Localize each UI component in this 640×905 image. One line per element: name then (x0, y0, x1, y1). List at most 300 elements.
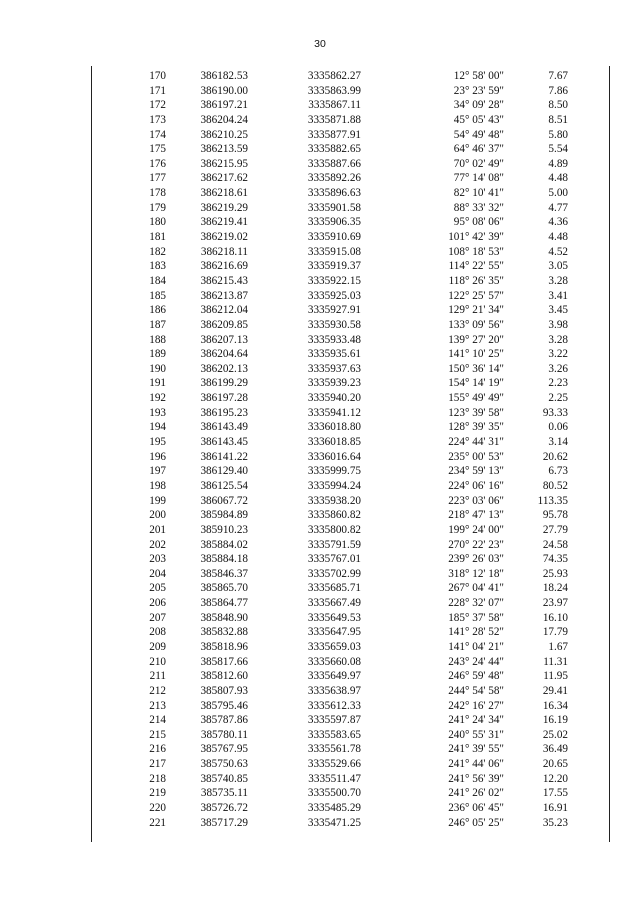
distance-cell: 17.79 (542, 626, 568, 639)
table-row (92, 245, 608, 260)
y-coordinate-cell: 3335767.01 (307, 553, 361, 566)
distance-cell: 7.86 (548, 84, 568, 97)
y-coordinate-cell: 3335915.08 (307, 245, 361, 258)
point-number-cell: 215 (149, 728, 166, 741)
distance-cell: 3.05 (548, 260, 568, 273)
bearing-cell: 64° 46' 37" (453, 143, 504, 156)
y-coordinate-cell: 3335896.63 (307, 187, 361, 200)
distance-cell: 4.48 (548, 172, 568, 185)
distance-cell: 3.45 (548, 304, 568, 317)
bearing-cell: 234° 59' 13" (448, 465, 504, 478)
y-coordinate-cell: 3335597.87 (307, 714, 361, 727)
distance-cell: 3.41 (548, 289, 568, 302)
distance-cell: 4.48 (548, 231, 568, 244)
table-row (92, 552, 608, 567)
bearing-cell: 223° 03' 06" (448, 494, 504, 507)
y-coordinate-cell: 3335863.99 (307, 84, 361, 97)
point-number-cell: 200 (149, 509, 166, 522)
point-number-cell: 175 (149, 143, 166, 156)
x-coordinate-cell: 385848.90 (200, 611, 248, 624)
table-row (92, 757, 608, 772)
bearing-cell: 141° 04' 21" (448, 640, 504, 653)
point-number-cell: 214 (149, 714, 166, 727)
x-coordinate-cell: 386219.41 (200, 216, 248, 229)
x-coordinate-cell: 385735.11 (200, 787, 248, 800)
point-number-cell: 196 (149, 450, 166, 463)
point-number-cell: 191 (149, 377, 166, 390)
distance-cell: 20.65 (542, 758, 568, 771)
point-number-cell: 171 (149, 84, 166, 97)
point-number-cell: 205 (149, 582, 166, 595)
x-coordinate-cell: 386212.04 (200, 304, 248, 317)
x-coordinate-cell: 386215.43 (200, 274, 248, 287)
table-row (92, 171, 608, 186)
x-coordinate-cell: 385818.96 (200, 640, 248, 653)
x-coordinate-cell: 385795.46 (200, 699, 248, 712)
bearing-cell: 241° 56' 39" (448, 772, 504, 785)
bearing-cell: 12° 58' 00" (453, 70, 504, 82)
point-number-cell: 212 (149, 684, 166, 697)
x-coordinate-cell: 386219.02 (200, 231, 248, 244)
y-coordinate-cell: 3335685.71 (307, 582, 361, 595)
distance-cell: 8.51 (548, 113, 568, 126)
point-number-cell: 180 (149, 216, 166, 229)
y-coordinate-cell: 3335667.49 (307, 597, 361, 610)
point-number-cell: 217 (149, 758, 166, 771)
x-coordinate-cell: 385817.66 (200, 655, 248, 668)
distance-cell: 3.98 (548, 318, 568, 331)
x-coordinate-cell: 386218.11 (200, 245, 248, 258)
distance-cell: 5.00 (548, 187, 568, 200)
point-number-cell: 204 (149, 567, 166, 580)
x-coordinate-cell: 385780.11 (200, 728, 248, 741)
x-coordinate-cell: 386143.49 (200, 421, 248, 434)
x-coordinate-cell: 385864.77 (200, 597, 248, 610)
distance-cell: 3.14 (548, 436, 568, 449)
x-coordinate-cell: 386067.72 (200, 494, 248, 507)
table-row (92, 318, 608, 333)
distance-cell: 27.79 (542, 523, 568, 536)
table-row (92, 406, 608, 421)
x-coordinate-cell: 386182.53 (200, 70, 248, 82)
bearing-cell: 236° 06' 45" (448, 802, 504, 815)
point-number-cell: 190 (149, 362, 166, 375)
y-coordinate-cell: 3335647.95 (307, 626, 361, 639)
table-row (92, 728, 608, 743)
x-coordinate-cell: 386217.62 (200, 172, 248, 185)
distance-cell: 8.50 (548, 99, 568, 112)
y-coordinate-cell: 3335612.33 (307, 699, 361, 712)
distance-cell: 3.28 (548, 274, 568, 287)
y-coordinate-cell: 3335939.23 (307, 377, 361, 390)
y-coordinate-cell: 3335887.66 (307, 157, 361, 170)
bearing-cell: 95° 08' 06" (453, 216, 504, 229)
point-number-cell: 218 (149, 772, 166, 785)
bearing-cell: 239° 26' 03" (448, 553, 504, 566)
bearing-cell: 108° 18' 53" (448, 245, 504, 258)
point-number-cell: 193 (149, 406, 166, 419)
table-row (92, 508, 608, 523)
point-number-cell: 213 (149, 699, 166, 712)
table-row (92, 611, 608, 626)
x-coordinate-cell: 386204.64 (200, 348, 248, 361)
table-row (92, 84, 608, 99)
y-coordinate-cell: 3335892.26 (307, 172, 361, 185)
point-number-cell: 221 (149, 816, 166, 829)
table-row (92, 523, 608, 538)
x-coordinate-cell: 386197.21 (200, 99, 248, 112)
y-coordinate-cell: 3335922.15 (307, 274, 361, 287)
table-row (92, 801, 608, 816)
bearing-cell: 235° 00' 53" (448, 450, 504, 463)
x-coordinate-cell: 385726.72 (200, 802, 248, 815)
y-coordinate-cell: 3335659.03 (307, 640, 361, 653)
x-coordinate-cell: 386197.28 (200, 392, 248, 405)
table-row (92, 713, 608, 728)
y-coordinate-cell: 3335471.25 (307, 816, 361, 829)
y-coordinate-cell: 3335937.63 (307, 362, 361, 375)
point-number-cell: 209 (149, 640, 166, 653)
distance-cell: 4.89 (548, 157, 568, 170)
y-coordinate-cell: 3335910.69 (307, 231, 361, 244)
distance-cell: 11.95 (543, 670, 568, 683)
distance-cell: 23.97 (542, 597, 568, 610)
distance-cell: 35.23 (542, 816, 568, 829)
y-coordinate-cell: 3336018.85 (307, 436, 361, 449)
table-row (92, 391, 608, 406)
x-coordinate-cell: 386195.23 (200, 406, 248, 419)
point-number-cell: 186 (149, 304, 166, 317)
distance-cell: 11.31 (543, 655, 568, 668)
y-coordinate-cell: 3335933.48 (307, 333, 361, 346)
y-coordinate-cell: 3335649.97 (307, 670, 361, 683)
bearing-cell: 34° 09' 28" (453, 99, 504, 112)
y-coordinate-cell: 3335941.12 (307, 406, 361, 419)
point-number-cell: 194 (149, 421, 166, 434)
bearing-cell: 88° 33' 32" (453, 201, 504, 214)
table-row (92, 772, 608, 787)
bearing-cell: 155° 49' 49" (448, 392, 504, 405)
y-coordinate-cell: 3335638.97 (307, 684, 361, 697)
table-row (92, 347, 608, 362)
x-coordinate-cell: 385910.23 (200, 523, 248, 536)
bearing-cell: 122° 25' 57" (448, 289, 504, 302)
table-row (92, 376, 608, 391)
point-number-cell: 197 (149, 465, 166, 478)
table-row (92, 113, 608, 128)
table-row (92, 450, 608, 465)
y-coordinate-cell: 3335791.59 (307, 538, 361, 551)
table-row (92, 742, 608, 757)
y-coordinate-cell: 3336016.64 (307, 450, 361, 463)
table-row (92, 464, 608, 479)
bearing-cell: 199° 24' 00" (448, 523, 504, 536)
x-coordinate-cell: 386210.25 (200, 128, 248, 141)
bearing-cell: 185° 37' 58" (448, 611, 504, 624)
page-number: 30 (314, 38, 326, 50)
x-coordinate-cell: 386190.00 (200, 84, 248, 97)
bearing-cell: 139° 27' 20" (448, 333, 504, 346)
bearing-cell: 241° 24' 34" (448, 714, 504, 727)
x-coordinate-cell: 385740.85 (200, 772, 248, 785)
point-number-cell: 173 (149, 113, 166, 126)
point-number-cell: 203 (149, 553, 166, 566)
distance-cell: 113.35 (537, 494, 568, 507)
point-number-cell: 185 (149, 289, 166, 302)
y-coordinate-cell: 3335919.37 (307, 260, 361, 273)
bearing-cell: 241° 39' 55" (448, 743, 504, 756)
distance-cell: 18.24 (542, 582, 568, 595)
bearing-cell: 101° 42' 39" (448, 231, 504, 244)
bearing-cell: 141° 10' 25" (448, 348, 504, 361)
bearing-cell: 141° 28' 52" (448, 626, 504, 639)
point-number-cell: 184 (149, 274, 166, 287)
table-row (92, 684, 608, 699)
table-row (92, 215, 608, 230)
distance-cell: 16.19 (542, 714, 568, 727)
x-coordinate-cell: 386199.29 (200, 377, 248, 390)
table-row (92, 625, 608, 640)
x-coordinate-cell: 386204.24 (200, 113, 248, 126)
y-coordinate-cell: 3335877.91 (307, 128, 361, 141)
table-row (92, 186, 608, 201)
point-number-cell: 210 (149, 655, 166, 668)
bearing-cell: 128° 39' 35" (448, 421, 504, 434)
point-number-cell: 192 (149, 392, 166, 405)
x-coordinate-cell: 385717.29 (200, 816, 248, 829)
bearing-cell: 77° 14' 08" (453, 172, 504, 185)
point-number-cell: 187 (149, 318, 166, 331)
x-coordinate-cell: 386141.22 (200, 450, 248, 463)
y-coordinate-cell: 3335938.20 (307, 494, 361, 507)
x-coordinate-cell: 385884.18 (200, 553, 248, 566)
point-number-cell: 195 (149, 436, 166, 449)
bearing-cell: 318° 12' 18" (448, 567, 504, 580)
distance-cell: 3.26 (548, 362, 568, 375)
x-coordinate-cell: 386213.59 (200, 143, 248, 156)
distance-cell: 95.78 (542, 509, 568, 522)
distance-cell: 24.58 (542, 538, 568, 551)
y-coordinate-cell: 3335511.47 (308, 772, 361, 785)
bearing-cell: 246° 59' 48" (448, 670, 504, 683)
distance-cell: 80.52 (542, 479, 568, 492)
bearing-cell: 45° 05' 43" (453, 113, 504, 126)
x-coordinate-cell: 386143.45 (200, 436, 248, 449)
y-coordinate-cell: 3335930.58 (307, 318, 361, 331)
bearing-cell: 246° 05' 25" (448, 816, 504, 829)
table-row (92, 567, 608, 582)
y-coordinate-cell: 3335906.35 (307, 216, 361, 229)
y-coordinate-cell: 3335485.29 (307, 802, 361, 815)
bearing-cell: 270° 22' 23" (448, 538, 504, 551)
table-row (92, 538, 608, 553)
distance-cell: 25.93 (542, 567, 568, 580)
distance-cell: 74.35 (542, 553, 568, 566)
distance-cell: 3.22 (548, 348, 568, 361)
point-number-cell: 182 (149, 245, 166, 258)
table-row (92, 699, 608, 714)
bearing-cell: 154° 14' 19" (448, 377, 504, 390)
bearing-cell: 129° 21' 34" (448, 304, 504, 317)
y-coordinate-cell: 3335800.82 (307, 523, 361, 536)
bearing-cell: 243° 24' 44" (448, 655, 504, 668)
bearing-cell: 267° 04' 41" (448, 582, 504, 595)
bearing-cell: 240° 55' 31" (448, 728, 504, 741)
y-coordinate-cell: 3335561.78 (307, 743, 361, 756)
point-number-cell: 199 (149, 494, 166, 507)
table-row (92, 201, 608, 216)
bearing-cell: 218° 47' 13" (448, 509, 504, 522)
bearing-cell: 228° 32' 07" (448, 597, 504, 610)
x-coordinate-cell: 386209.85 (200, 318, 248, 331)
point-number-cell: 207 (149, 611, 166, 624)
point-number-cell: 183 (149, 260, 166, 273)
table-row (92, 230, 608, 245)
distance-cell: 16.10 (542, 611, 568, 624)
table-row (92, 581, 608, 596)
table-row (92, 98, 608, 113)
y-coordinate-cell: 3335649.53 (307, 611, 361, 624)
distance-cell: 5.54 (548, 143, 568, 156)
point-number-cell: 219 (149, 787, 166, 800)
table-row (92, 420, 608, 435)
distance-cell: 1.67 (548, 640, 568, 653)
distance-cell: 16.91 (542, 802, 568, 815)
y-coordinate-cell: 3335901.58 (307, 201, 361, 214)
bearing-cell: 224° 44' 31" (448, 436, 504, 449)
distance-cell: 2.25 (548, 392, 568, 405)
y-coordinate-cell: 3335660.08 (307, 655, 361, 668)
distance-cell: 16.34 (542, 699, 568, 712)
y-coordinate-cell: 3335862.27 (307, 70, 361, 82)
y-coordinate-cell: 3335935.61 (307, 348, 361, 361)
point-number-cell: 174 (149, 128, 166, 141)
y-coordinate-cell: 3335994.24 (307, 479, 361, 492)
distance-cell: 3.28 (548, 333, 568, 346)
point-number-cell: 198 (149, 479, 166, 492)
table-row (92, 786, 608, 801)
distance-cell: 17.55 (542, 787, 568, 800)
x-coordinate-cell: 385984.89 (200, 509, 248, 522)
point-number-cell: 172 (149, 99, 166, 112)
table-row (92, 596, 608, 611)
x-coordinate-cell: 386129.40 (200, 465, 248, 478)
coordinate-table (92, 69, 608, 830)
bearing-cell: 23° 23' 59" (453, 84, 504, 97)
distance-cell: 93.33 (542, 406, 568, 419)
table-row (92, 259, 608, 274)
y-coordinate-cell: 3335500.70 (307, 787, 361, 800)
x-coordinate-cell: 385865.70 (200, 582, 248, 595)
y-coordinate-cell: 3335867.11 (308, 99, 361, 112)
bearing-cell: 241° 26' 02" (448, 787, 504, 800)
point-number-cell: 189 (149, 348, 166, 361)
y-coordinate-cell: 3335940.20 (307, 392, 361, 405)
bearing-cell: 70° 02' 49" (453, 157, 504, 170)
x-coordinate-cell: 386207.13 (200, 333, 248, 346)
point-number-cell: 170 (149, 70, 166, 82)
distance-cell: 7.67 (548, 70, 568, 82)
x-coordinate-cell: 385807.93 (200, 684, 248, 697)
table-row (92, 362, 608, 377)
y-coordinate-cell: 3335925.03 (307, 289, 361, 302)
table-row (92, 289, 608, 304)
point-number-cell: 178 (149, 187, 166, 200)
bearing-cell: 114° 22' 55" (448, 260, 504, 273)
point-number-cell: 188 (149, 333, 166, 346)
x-coordinate-cell: 385787.86 (200, 714, 248, 727)
point-number-cell: 176 (149, 157, 166, 170)
x-coordinate-cell: 385750.63 (200, 758, 248, 771)
point-number-cell: 220 (149, 802, 166, 815)
distance-cell: 4.52 (548, 245, 568, 258)
bearing-cell: 242° 16' 27" (448, 699, 504, 712)
table-row (92, 816, 608, 831)
table-row (92, 669, 608, 684)
x-coordinate-cell: 386125.54 (200, 479, 248, 492)
table-row (92, 333, 608, 348)
point-number-cell: 216 (149, 743, 166, 756)
point-number-cell: 179 (149, 201, 166, 214)
y-coordinate-cell: 3335871.88 (307, 113, 361, 126)
distance-cell: 5.80 (548, 128, 568, 141)
table-row (92, 128, 608, 143)
y-coordinate-cell: 3335529.66 (307, 758, 361, 771)
x-coordinate-cell: 385767.95 (200, 743, 248, 756)
table-row (92, 479, 608, 494)
point-number-cell: 206 (149, 597, 166, 610)
distance-cell: 6.73 (548, 465, 568, 478)
table-row (92, 142, 608, 157)
distance-cell: 4.36 (548, 216, 568, 229)
point-number-cell: 208 (149, 626, 166, 639)
x-coordinate-cell: 386216.69 (200, 260, 248, 273)
point-number-cell: 181 (149, 231, 166, 244)
x-coordinate-cell: 386215.95 (200, 157, 248, 170)
x-coordinate-cell: 385812.60 (200, 670, 248, 683)
x-coordinate-cell: 385846.37 (200, 567, 248, 580)
bearing-cell: 82° 10' 41" (453, 187, 504, 200)
point-number-cell: 202 (149, 538, 166, 551)
bearing-cell: 241° 44' 06" (448, 758, 504, 771)
x-coordinate-cell: 385884.02 (200, 538, 248, 551)
distance-cell: 29.41 (542, 684, 568, 697)
y-coordinate-cell: 3336018.80 (307, 421, 361, 434)
y-coordinate-cell: 3335702.99 (307, 567, 361, 580)
table-row (92, 303, 608, 318)
x-coordinate-cell: 386213.87 (200, 289, 248, 302)
bearing-cell: 118° 26' 35" (448, 274, 504, 287)
x-coordinate-cell: 386202.13 (200, 362, 248, 375)
bearing-cell: 244° 54' 58" (448, 684, 504, 697)
distance-cell: 20.62 (542, 450, 568, 463)
point-number-cell: 177 (149, 172, 166, 185)
y-coordinate-cell: 3335999.75 (307, 465, 361, 478)
point-number-cell: 211 (149, 670, 166, 683)
bearing-cell: 123° 39' 58" (448, 406, 504, 419)
distance-cell: 2.23 (548, 377, 568, 390)
point-number-cell: 201 (149, 523, 166, 536)
y-coordinate-cell: 3335583.65 (307, 728, 361, 741)
distance-cell: 4.77 (548, 201, 568, 214)
y-coordinate-cell: 3335882.65 (307, 143, 361, 156)
x-coordinate-cell: 386218.61 (200, 187, 248, 200)
distance-cell: 25.02 (542, 728, 568, 741)
distance-cell: 36.49 (542, 743, 568, 756)
bearing-cell: 133° 09' 56" (448, 318, 504, 331)
bearing-cell: 224° 06' 16" (448, 479, 504, 492)
table-row (92, 274, 608, 289)
